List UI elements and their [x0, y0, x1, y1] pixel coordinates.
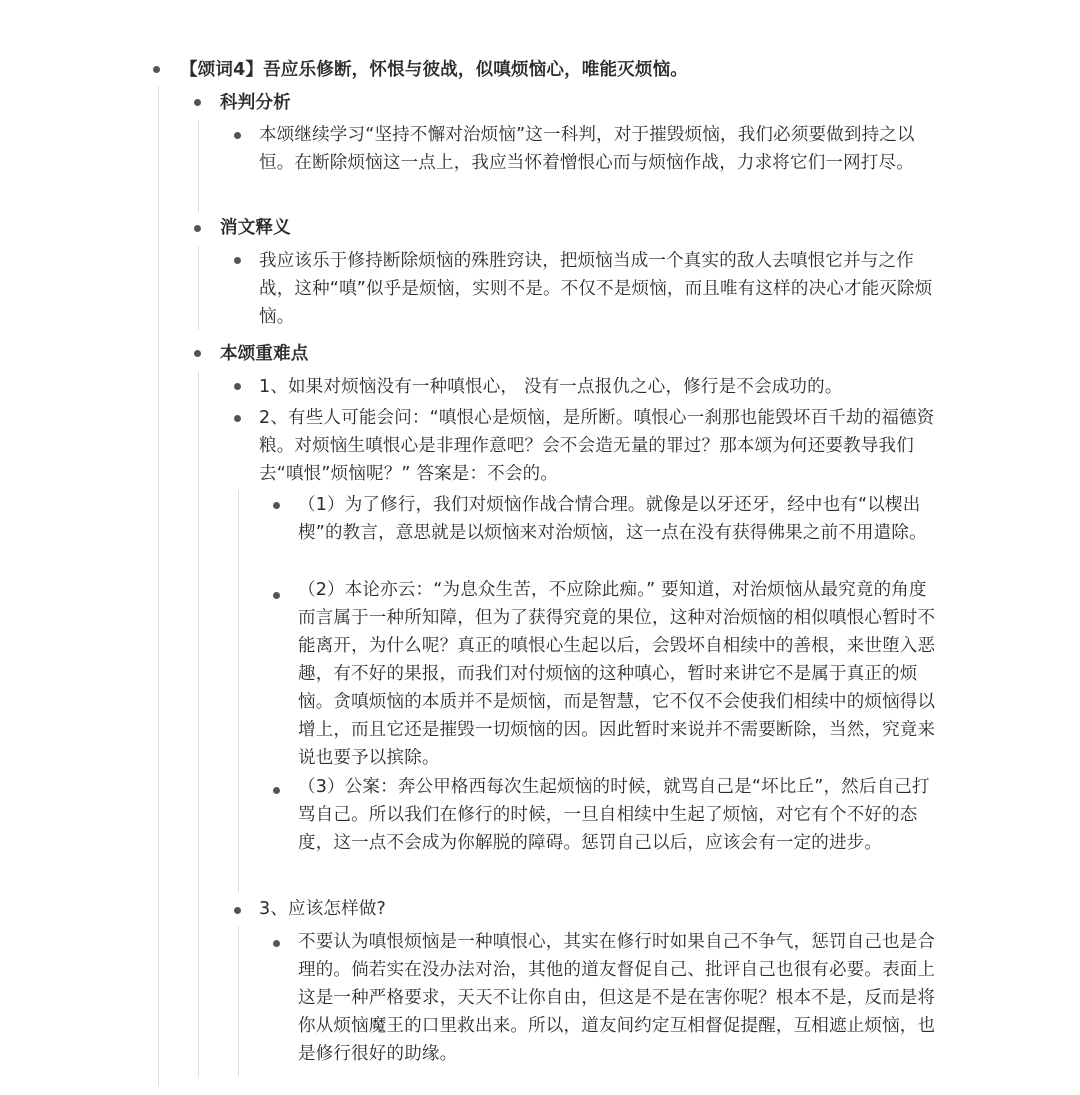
section-heading: 科判分析 — [220, 93, 291, 113]
guide-line-point3 — [238, 926, 239, 1076]
bullet-icon — [234, 907, 241, 914]
sub-paragraph-text: （3）公案：奔公甲格西每次生起烦恼的时候，就骂自己是“坏比丘”，然后自己打骂自己。所以我们在修行的时候，一旦自相续中生起了烦恼，对它有个不好的态度，这一点不会成为你解脱的障碍。惩罚自己以后，应该会有一定的进步。 — [298, 777, 930, 853]
bullet-icon — [273, 787, 280, 794]
guide-line-point2 — [238, 490, 239, 892]
bullet-icon — [194, 99, 201, 106]
guide-line-section3 — [198, 372, 199, 1077]
point-text: 2、有些人可能会问：“嗔恨心是烦恼，是所断。嗔恨心一刹那也能毁坏百千劫的福德资粮。对烦恼生嗔恨心是非理作意吧？会不会造无量的罪过？那本颂为何还要教导我们去“嗔恨”烦恼呢？” 答案是：不会的。 — [259, 408, 935, 484]
bullet-icon — [153, 66, 160, 73]
paragraph-text: 本颂继续学习“坚持不懈对治烦恼”这一科判，对于摧毁烦恼，我们必须要做到持之以恒。在断除烦恼这一点上，我应当怀着憎恨心而与烦恼作战，力求将它们一网打尽。 — [259, 125, 915, 173]
guide-line-level1 — [158, 86, 159, 1086]
bullet-icon — [194, 350, 201, 357]
guide-line-section2 — [198, 246, 199, 330]
bullet-icon — [234, 415, 241, 422]
section-heading: 消文释义 — [220, 218, 291, 238]
bullet-icon — [273, 592, 280, 599]
guide-line-section1 — [198, 120, 199, 212]
bullet-icon — [234, 132, 241, 139]
point-text: 1、如果对烦恼没有一种嗔恨心， 没有一点报仇之心，修行是不会成功的。 — [259, 377, 843, 397]
section-heading: 本颂重难点 — [220, 344, 309, 364]
sub-paragraph-text: （1）为了修行，我们对烦恼作战合情合理。就像是以牙还牙，经中也有“以楔出楔”的教言，意思就是以烦恼来对治烦恼，这一点在没有获得佛果之前不用遣除。 — [298, 495, 927, 543]
paragraph-text: 我应该乐于修持断除烦恼的殊胜窍诀，把烦恼当成一个真实的敌人去嗔恨它并与之作战，这种“嗔”似乎是烦恼，实则不是。不仅不是烦恼，而且唯有这样的决心才能灭除烦恼。 — [259, 251, 933, 327]
bullet-icon — [273, 502, 280, 509]
point-text: 3、应该怎样做? — [259, 899, 387, 919]
bullet-icon — [234, 383, 241, 390]
sub-paragraph-text: 不要认为嗔恨烦恼是一种嗔恨心，其实在修行时如果自己不争气，惩罚自己也是合理的。倘若实在没办法对治，其他的道友督促自己、批评自己也很有必要。表面上这是一种严格要求，天天不让你自由，但这是不是在害你呢？根本不是，反而是将你从烦恼魔王的口里救出来。所以，道友间约定互相督促提醒，互相遮止烦恼，也是修行很好的助缘。 — [298, 932, 936, 1064]
bullet-icon — [273, 940, 280, 947]
bullet-icon — [234, 257, 241, 264]
sub-paragraph-text: （2）本论亦云：“为息众生苦，不应除此痴。” 要知道，对治烦恼从最究竟的角度而言属于一种所知障，但为了获得究竟的果位，这种对治烦恼的相似嗔恨心暂时不能离开，为什么呢？真正的嗔恨心生起以后，会毁坏自相续中的善根，来世堕入恶趣，有不好的果报，而我们对付烦恼的这种嗔心，暂时来讲它不是属于真正的烦恼。贪嗔烦恼的本质并不是烦恼，而是智慧，它不仅不会使我们相续中的烦恼得以增上，而且它还是摧毁一切烦恼的因。因此暂时来说并不需要断除，当然，究竟来说也要予以摈除。 — [298, 580, 936, 768]
bullet-icon — [194, 225, 201, 232]
title-text: 【颂词4】吾应乐修断，怀恨与彼战，似嗔烦恼心，唯能灭烦恼。 — [180, 60, 688, 80]
